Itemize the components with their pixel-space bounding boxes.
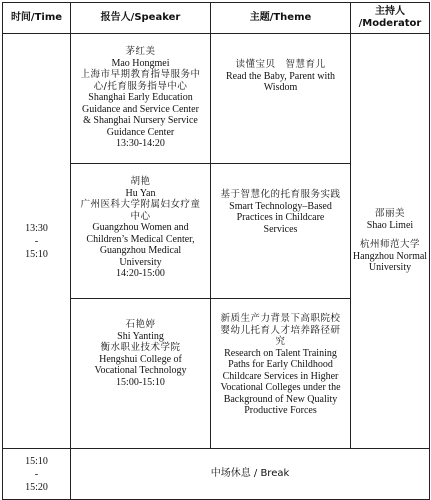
speaker-affil-en: Guidance and Service Center <box>82 103 199 115</box>
break-time-cell <box>3 449 71 500</box>
talk-row-1 <box>3 34 430 164</box>
theme-zh: 基于智慧化的托育服务实践 <box>220 189 341 200</box>
moderator-affil-zh: 杭州师范大学 <box>359 239 420 251</box>
moderator-affil-en: University <box>368 262 412 274</box>
theme-en: Paths for Early Childhood <box>228 359 333 370</box>
break-label: 中场休息 / Break <box>71 449 430 500</box>
moderator-affil-en: Hangzhou Normal <box>352 250 428 262</box>
break-dash: - <box>34 468 39 480</box>
break-row <box>3 449 430 500</box>
theme-en: Research on Talent Training <box>224 347 337 359</box>
theme-en: Read the Baby, Parent with <box>225 70 336 82</box>
speaker-affil-en: Vocational Technology <box>94 365 187 376</box>
speaker-affil-zh: 衡水职业技术学院 <box>100 342 181 353</box>
theme-zh: 读懂宝贝 智慧育儿 <box>235 59 326 70</box>
header-theme: 主题/Theme <box>211 3 351 34</box>
header-moderator <box>351 3 430 34</box>
theme-en: Vocational Colleges under the <box>220 382 341 393</box>
session-dash: - <box>34 235 39 247</box>
theme-cell-1 <box>211 34 351 164</box>
theme-en: Productive Forces <box>244 405 317 416</box>
speaker-affil-en: Hengshui College of <box>99 353 182 365</box>
session-start: 13:30 <box>25 222 48 234</box>
header-row <box>3 3 430 34</box>
speaker-cell-2 <box>71 164 211 299</box>
speaker-affil-en: Shanghai Early Education <box>88 92 193 103</box>
speaker-name-en: Shi Yanting <box>117 330 164 342</box>
speaker-affil-en: Guangzhou Women and <box>92 222 189 233</box>
speaker-affil-en: Guidance Center <box>106 126 175 138</box>
speaker-name-zh: 胡艳 <box>130 176 151 187</box>
speaker-name-zh: 茅红美 <box>125 46 156 57</box>
schedule-table <box>2 2 430 500</box>
speaker-affil-zh: 中心 <box>130 210 151 222</box>
theme-zh: 婴幼儿托育人才培养路径研 <box>220 324 341 336</box>
talk-time: 13:30-14:20 <box>116 138 165 149</box>
speaker-affil-en: Children’s Medical Center, <box>86 233 195 245</box>
speaker-affil-zh: 广州医科大学附属妇女疗童 <box>80 199 201 210</box>
theme-en: Services <box>263 223 298 235</box>
speaker-name-en: Mao Hongmei <box>111 57 170 69</box>
header-moderator-zh: 主持人 <box>375 6 405 17</box>
speaker-affil-zh: 心/托育服务指导中心 <box>93 80 188 92</box>
break-start: 15:10 <box>25 455 48 467</box>
speaker-name-zh: 石艳婷 <box>125 319 156 330</box>
theme-en: Practices in Childcare <box>236 212 325 223</box>
moderator-name-zh: 邵丽美 <box>374 208 405 220</box>
header-moderator-en: /Moderator <box>358 18 422 29</box>
talk-time: 15:00-15:10 <box>116 376 165 388</box>
theme-en: Background of New Quality <box>223 393 338 405</box>
break-end: 15:20 <box>25 481 48 493</box>
session-end: 15:10 <box>25 248 48 260</box>
talk-time: 14:20-15:00 <box>116 268 165 279</box>
moderator-name-en: Shao Limei <box>366 219 414 231</box>
header-time: 时间/Time <box>3 3 71 34</box>
speaker-name-en: Hu Yan <box>125 187 156 199</box>
speaker-affil-en: Guangzhou Medical <box>99 245 182 256</box>
theme-cell-3 <box>211 299 351 449</box>
theme-cell-2 <box>211 164 351 299</box>
theme-zh: 新质生产力背景下高职院校 <box>220 313 341 324</box>
speaker-affil-en: & Shanghai Nursery Service <box>83 115 198 126</box>
theme-en: Childcare Services in Higher <box>222 370 339 382</box>
header-speaker: 报告人/Speaker <box>71 3 211 34</box>
speaker-cell-1 <box>71 34 211 164</box>
speaker-affil-en: University <box>119 256 162 268</box>
moderator-cell <box>351 34 430 449</box>
theme-en: Wisdom <box>263 82 298 93</box>
speaker-affil-zh: 上海市早期教育指导服务中 <box>80 69 201 80</box>
theme-zh: 究 <box>275 336 286 347</box>
speaker-cell-3 <box>71 299 211 449</box>
theme-en: Smart Technology–Based <box>229 200 332 212</box>
session-time-cell <box>3 34 71 449</box>
